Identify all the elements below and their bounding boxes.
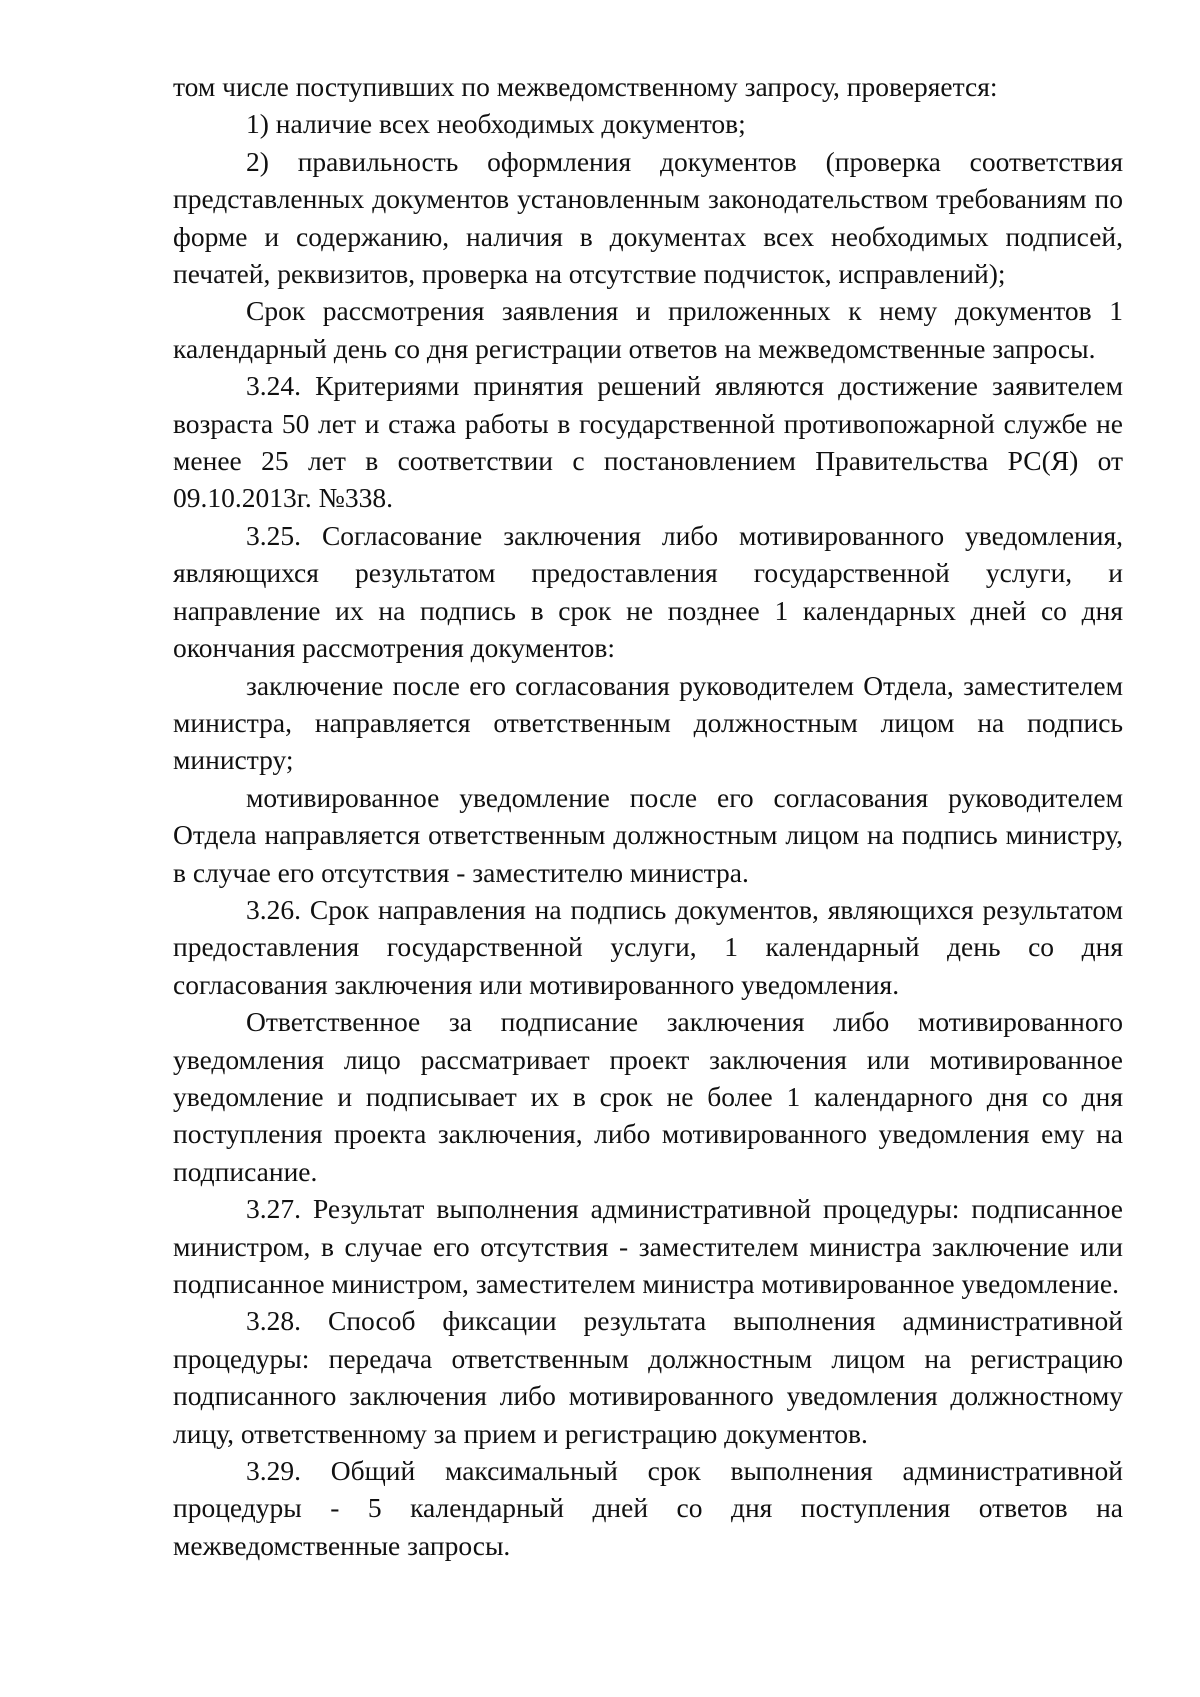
paragraph-conclusion: заключение после его согласования руководителем Отдела, заместителем министра, направляется ответственным должностным лицом на подпись министру;	[173, 669, 1123, 776]
paragraph-3-26: 3.26. Срок направления на подпись документов, являющихся результатом предоставления государственной услуги, 1 календарный день со дня согласования заключения или мотивированного уведомления.	[173, 893, 1123, 1000]
paragraph-3-27: 3.27. Результат выполнения административной процедуры: подписанное министром, в случае его отсутствия - заместителем министра заключение или подписанное министром, заместителем министра мотивированное уведомление.	[173, 1193, 1123, 1299]
paragraph-3-29: 3.29. Общий максимальный срок выполнения административной процедуры - 5 календарный дней со дня поступления ответов на межведомственные запросы.	[173, 1455, 1123, 1561]
paragraph-3-24: 3.24. Критериями принятия решений являются достижение заявителем возраста 50 лет и стажа работы в государственной противопожарной службе не менее 25 лет в соответствии с постановлением Правительства РС(Я) от 09.10.2013г. №338.	[173, 370, 1123, 514]
paragraph-review-term: Срок рассмотрения заявления и приложенных к нему документов 1 календарный день со дня регистрации ответов на межведомственные запросы.	[173, 295, 1123, 364]
paragraph-3-28: 3.28. Способ фиксации результата выполнения административной процедуры: передача ответственным должностным лицом на регистрацию подписанного заключения либо мотивированного уведомления должностному лицу, ответственному за прием и регистрацию документов.	[173, 1305, 1123, 1449]
paragraph-3-25: 3.25. Согласование заключения либо мотивированного уведомления, являющихся результатом предоставления государственной услуги, и направление их на подпись в срок не позднее 1 календарных дней со дня окончания рассмотрения документов:	[173, 519, 1123, 664]
paragraph-signing: Ответственное за подписание заключения либо мотивированного уведомления лицо рассматривает проект заключения или мотивированное уведомление и подписывает их в срок не более 1 календарного дня со дня поступления проекта заключения, либо мотивированного уведомления ему на подписание.	[173, 1006, 1123, 1187]
list-item-2: 2) правильность оформления документов (проверка соответствия представленных документов установленным законодательством требованиям по форме и содержанию, наличия в документах всех необходимых подписей, печатей, реквизитов, проверка на отсутствие подчисток, исправлений);	[173, 145, 1123, 290]
paragraph-notice: мотивированное уведомление после его согласования руководителем Отдела направляется ответственным должностным лицом на подпись министру, в случае его отсутствия - заместителю министра.	[173, 781, 1123, 888]
list-item-1: 1) наличие всех необходимых документов;	[246, 108, 746, 140]
paragraph-continuation: том числе поступивших по межведомственному запросу, проверяется:	[173, 71, 998, 102]
document-page	[173, 68, 1123, 1564]
